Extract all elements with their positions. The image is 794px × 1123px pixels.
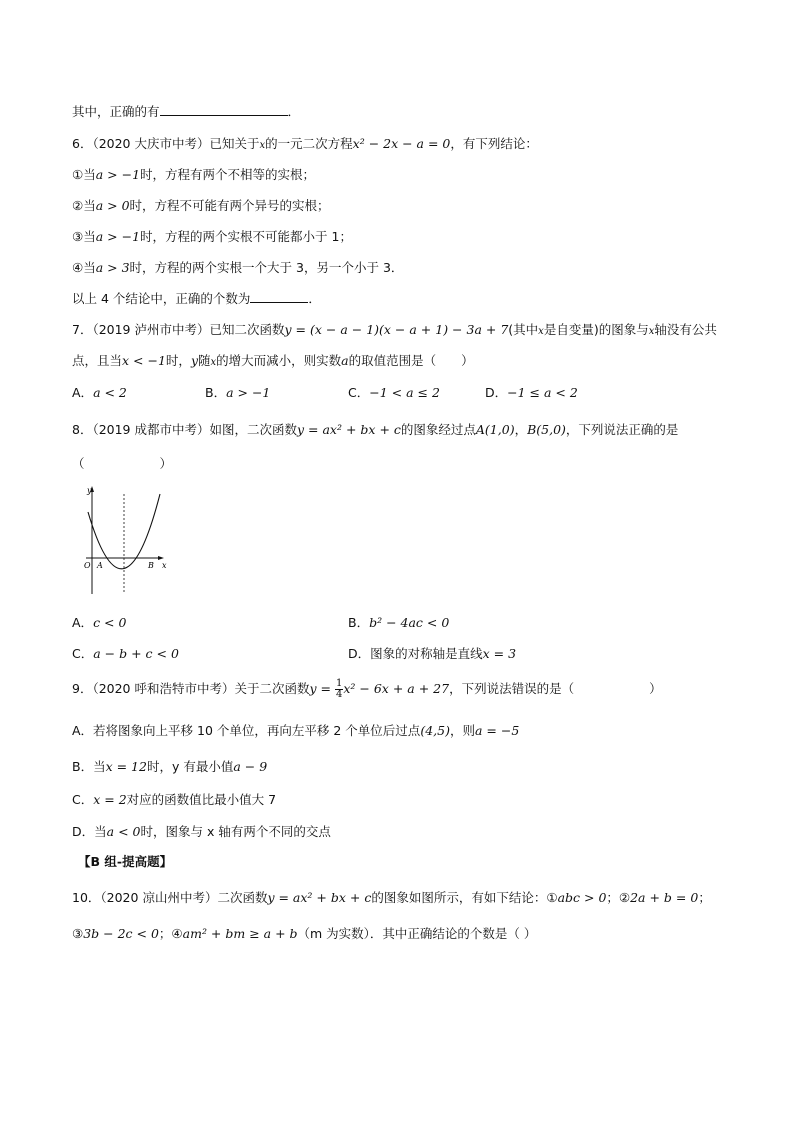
q6-statement-1: ①当a > −1时，方程有两个不相等的实根； <box>72 167 316 182</box>
q8-option-c[interactable]: C．a − b + c < 0 <box>72 646 179 661</box>
answer-blank[interactable] <box>250 290 308 303</box>
q6-statement-2: ②当a > 0时，方程不可能有两个异号的实根； <box>72 198 330 213</box>
q8-stem-line1: 8．（2019 成都市中考）如图，二次函数y = ax² + bx + c的图象经过点A(1,0)，B(5,0)，下列说法正确的是 <box>72 422 679 437</box>
point-b-graph-label: B <box>148 561 154 570</box>
q7-option-c[interactable]: C．−1 < a ≤ 2 <box>348 385 440 400</box>
section-b-heading: 【B 组-提高题】 <box>78 854 173 869</box>
q8-option-a[interactable]: A．c < 0 <box>72 615 127 630</box>
q9-option-b[interactable]: B．当x = 12时，y 有最小值a − 9 <box>72 759 268 774</box>
origin-label: O <box>84 561 91 570</box>
q8-equation: y = ax² + bx + c <box>297 422 401 437</box>
q7-option-d[interactable]: D．−1 ≤ a < 2 <box>485 385 578 400</box>
q9-option-d[interactable]: D．当a < 0时，图象与 x 轴有两个不同的交点 <box>72 824 331 839</box>
q6-statement-3: ③当a > −1时，方程的两个实根不可能都小于 1； <box>72 229 352 244</box>
q8-option-d[interactable]: D．图象的对称轴是直线x = 3 <box>348 646 517 661</box>
q6-stem: 6．（2020 大庆市中考）已知关于x的一元二次方程x² − 2x − a = 0，有下列结论： <box>72 136 538 151</box>
q10-stem-line1: 10．（2020 凉山州中考）二次函数y = ax² + bx + c的图象如图所示，有如下结论：①abc > 0；②2a + b = 0； <box>72 890 711 905</box>
q9-stem: 9．（2020 呼和浩特市中考）关于二次函数y = $\frac{1}{4}$ x² − 6x + a + 27，下列说法错误的是（ ） <box>72 678 662 700</box>
q7-option-b[interactable]: B．a > −1 <box>205 385 271 400</box>
q6-statement-4: ④当a > 3时，方程的两个实根一个大于 3，另一个小于 3． <box>72 260 404 275</box>
y-axis-label: y <box>87 486 92 495</box>
q6-equation: x² − 2x − a = 0 <box>352 136 451 151</box>
point-a-graph-label: A <box>97 561 103 570</box>
q7-equation: y = (x − a − 1)(x − a + 1) − 3a + 7 <box>284 322 509 337</box>
x-axis-arrow <box>158 556 164 560</box>
q10-equation: y = ax² + bx + c <box>267 890 372 905</box>
q9-option-a[interactable]: A．若将图象向上平移 10 个单位，再向左平移 2 个单位后过点(4,5)，则a = −5 <box>72 723 520 738</box>
q8-option-b[interactable]: B．b² − 4ac < 0 <box>348 615 450 630</box>
q6-ask: 以上 4 个结论中，正确的个数为 ． <box>72 291 321 306</box>
q9-option-c[interactable]: C．x = 2对应的函数值比最小值大 7 <box>72 792 277 807</box>
x-axis-label: x <box>162 561 167 570</box>
q8-parabola-figure <box>82 484 172 596</box>
q7-stem-line1: 7．（2019 泸州市中考）已知二次函数y = (x − a − 1)(x − a + 1) − 3a + 7(其中x是自变量)的图象与x轴没有公共 <box>72 322 717 337</box>
q8-stem-line2: （ ） <box>72 456 173 471</box>
point-a-label: A(1,0) <box>475 422 515 437</box>
intro-line: 其中，正确的有 ． <box>72 104 301 119</box>
q10-stem-line2: ③3b − 2c < 0；④am² + bm ≥ a + b（m 为实数）．其中正确结论的个数是（ ） <box>72 926 537 941</box>
intro-text: 其中，正确的有 <box>72 104 160 119</box>
q7-option-a[interactable]: A．a < 2 <box>72 385 127 400</box>
answer-blank[interactable] <box>160 103 288 116</box>
point-b-label: B(5,0) <box>527 422 566 437</box>
q9-fraction: $\frac{1}{4}$ <box>336 678 343 700</box>
q9-equation: x² − 6x + a + 27 <box>343 681 450 696</box>
q7-stem-line2: 点，且当x < −1时，y随x的增大而减小，则实数a的取值范围是（ ） <box>72 353 474 368</box>
